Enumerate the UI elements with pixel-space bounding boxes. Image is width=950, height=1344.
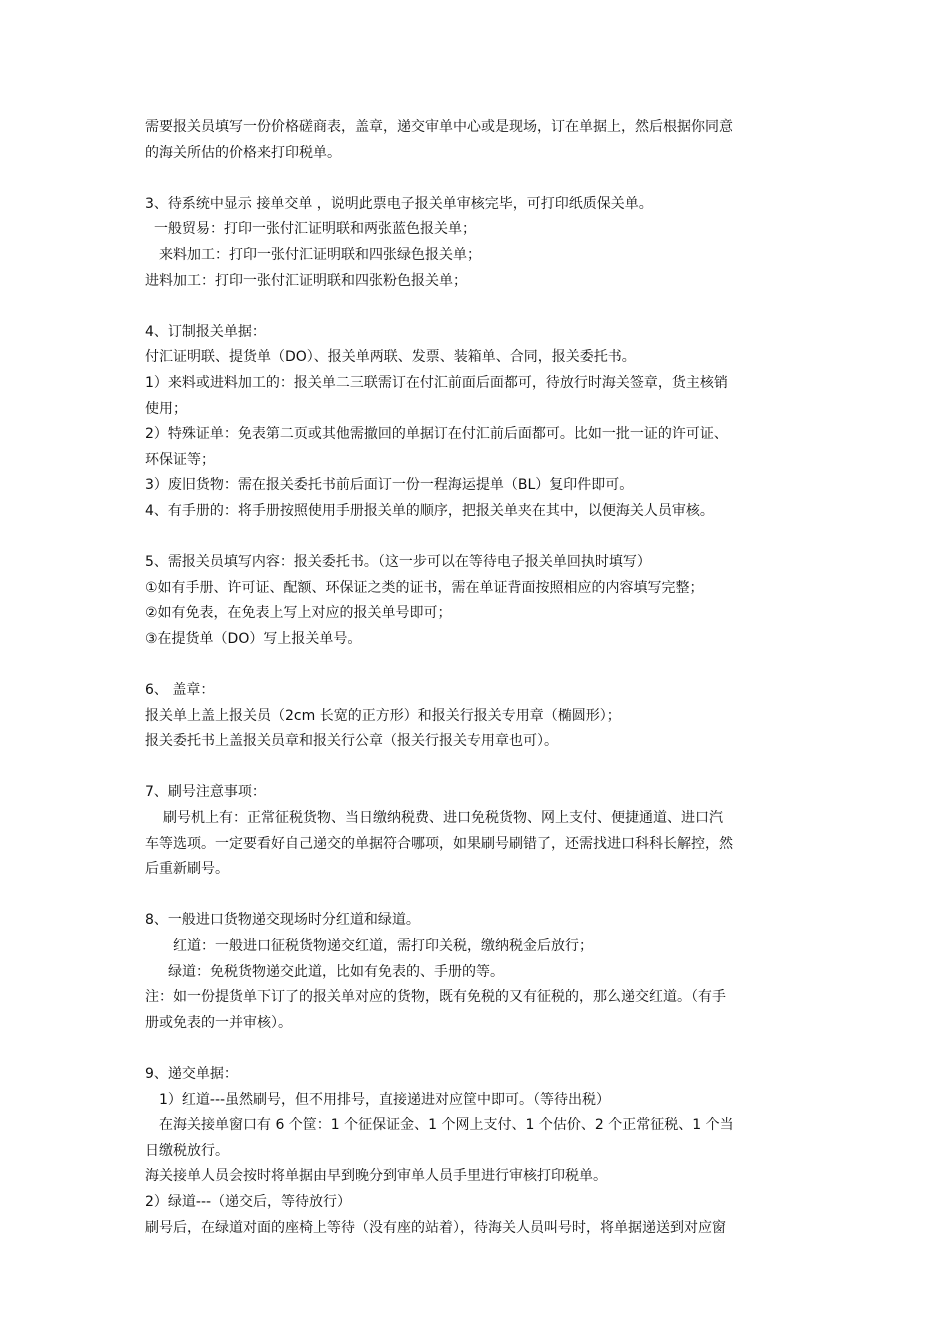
text-line: 2）绿道---（递交后，等待放行）: [145, 1193, 352, 1210]
text-line: 一般贸易：打印一张付汇证明联和两张蓝色报关单；: [154, 221, 476, 238]
text-line: ③在提货单（DO）写上报关单号。: [145, 630, 362, 647]
paragraph-price-consultation: [145, 115, 810, 166]
text-line: 使用；: [145, 400, 187, 417]
text-line: 需要报关员填写一份价格磋商表，盖章，递交审单中心或是现场，订在单据上，然后根据你同意: [145, 119, 733, 135]
section-7-swipe-notes: [145, 780, 810, 882]
text-line: 环保证等；: [145, 451, 215, 468]
text-line: 刷号机上有：正常征税货物、当日缴纳税费、进口免税货物、网上支付、便捷通道、进口汽: [163, 810, 723, 827]
section-9-submit-documents: [145, 1062, 810, 1241]
text-line: 4、有手册的：将手册按照使用手册报关单的顺序，把报关单夹在其中，以便海关人员审核。: [145, 502, 714, 519]
text-line: ②如有免表，在免表上写上对应的报关单号即可；: [145, 605, 452, 622]
text-line: 刷号后，在绿道对面的座椅上等待（没有座的站着），待海关人员叫号时，将单据递送到对应窗: [145, 1219, 726, 1236]
text-line: 3）废旧货物：需在报关委托书前后面订一份一程海运提单（BL）复印件即可。: [145, 477, 634, 494]
text-line: 2）特殊证单：免表第二页或其他需撤回的单据订在付汇前后面都可。比如一批一证的许可证、: [145, 426, 728, 443]
text-line: 报关单上盖上报关员（2cm 长宽的正方形）和报关行报关专用章（椭圆形）；: [145, 707, 621, 724]
section-5-fill-content: [145, 550, 810, 652]
section-4-bind-documents: [145, 320, 810, 525]
section-8-red-green-channel: [145, 908, 810, 1036]
text-line: 1）红道---虽然刷号，但不用排号，直接递进对应筐中即可。（等待出税）: [159, 1091, 611, 1108]
section-heading: 4、订制报关单据：: [145, 323, 266, 340]
text-line: ①如有手册、许可证、配额、环保证之类的证书，需在单证背面按照相应的内容填写完整；: [145, 579, 704, 596]
text-line: 日缴税放行。: [145, 1142, 229, 1159]
text-line: 海关接单人员会按时将单据由早到晚分到审单人员手里进行审核打印税单。: [145, 1168, 607, 1185]
text-line: 报关委托书上盖报关员章和报关行公章（报关行报关专用章也可）。: [145, 733, 558, 750]
section-heading: 6、 盖章：: [145, 682, 215, 699]
text-line: 进料加工：打印一张付汇证明联和四张粉色报关单；: [145, 272, 467, 289]
text-line: 册或免表的一并审核）。: [145, 1014, 292, 1031]
text-line: 车等选项。一定要看好自己递交的单据符合哪项，如果刷号刷错了，还需找进口科科长解控，然: [145, 835, 733, 852]
section-heading: 3、待系统中显示 接单交单 ，说明此票电子报关单审核完毕，可打印纸质保关单。: [145, 195, 653, 212]
section-3-print-declaration: [145, 192, 810, 294]
document-page: [145, 115, 810, 1241]
text-line: 注：如一份提货单下订了的报关单对应的货物，既有免税的又有征税的，那么递交红道。（有手: [145, 989, 726, 1006]
text-line: 的海关所估的价格来打印税单。: [145, 144, 341, 161]
text-line: 红道：一般进口征税货物递交红道，需打印关税，缴纳税金后放行；: [173, 938, 593, 954]
text-line: 在海关接单窗口有 6 个筐：1 个征保证金、1 个网上支付、1 个估价、2 个正常征税、1 个当: [159, 1117, 734, 1134]
section-heading: 8、一般进口货物递交现场时分红道和绿道。: [145, 912, 420, 929]
text-line: 后重新刷号。: [145, 861, 229, 878]
section-heading: 9、递交单据：: [145, 1065, 238, 1082]
text-line: 来料加工：打印一张付汇证明联和四张绿色报关单；: [159, 246, 481, 263]
section-6-stamping: [145, 678, 810, 755]
section-heading: 5、需报关员填写内容：报关委托书。（这一步可以在等待电子报关单回执时填写）: [145, 554, 651, 571]
text-line: 付汇证明联、提货单（DO）、报关单两联、发票、装箱单、合同，报关委托书。: [145, 349, 636, 366]
section-heading: 7、刷号注意事项：: [145, 784, 266, 801]
text-line: 1）来料或进料加工的：报关单二三联需订在付汇前面后面都可，待放行时海关签章，货主核销: [145, 374, 728, 391]
text-line: 绿道：免税货物递交此道，比如有免表的、手册的等。: [168, 963, 504, 980]
